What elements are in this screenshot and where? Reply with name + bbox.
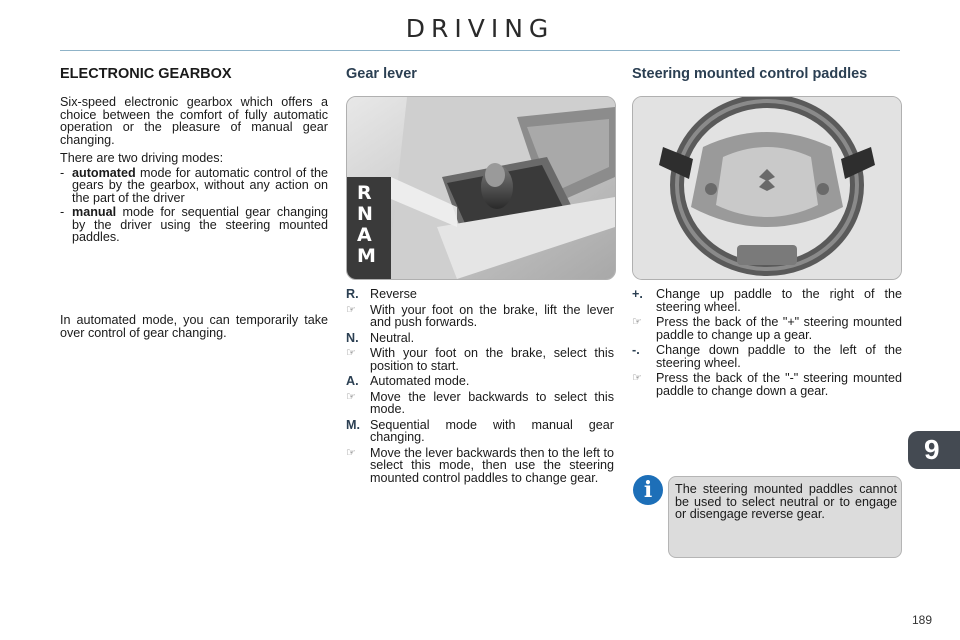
paddles-heading: Steering mounted control paddles [632,66,868,82]
list-item: ☞ Press the back of the "+" steering mounted paddle to change up a gear. [632,315,902,342]
mode-dash: - [60,165,65,180]
pointing-hand-icon: ☞ [632,316,642,328]
list-item: A. Automated mode. [346,374,470,388]
info-box [643,476,902,558]
list-item: ☞ Press the back of the "-" steering mounted paddle to change down a gear. [632,371,902,398]
list-item: ☞ With your foot on the brake, lift the lever and push forwards. [346,302,614,329]
page-title: DRIVING [405,14,555,43]
paddles-list [632,288,902,397]
mode-name: manual [72,205,117,219]
chapter-tab: 9 [908,431,960,469]
list-item: M. Sequential mode with manual gear changing. [346,417,614,444]
steering-wheel-photo [632,96,902,280]
list-item: ☞ Move the lever backwards then to the left to select this mode, then use the steering mounted control paddles to change gear. [346,445,614,485]
info-text: The steering mounted paddles cannot be used to select neutral or to engage or disengage reverse gear. [675,482,897,521]
modes-intro: There are two driving modes: [60,151,224,165]
pointing-hand-icon: ☞ [346,390,356,403]
gate-letter-n: N [357,203,373,225]
pointing-hand-icon: ☞ [346,446,356,459]
gear-lever-column [346,66,614,487]
list-item: +. Change up paddle to the right of the steering wheel. [632,287,902,314]
gear-gate-letters [357,183,385,267]
list-item: N. Neutral. [346,330,415,345]
steering-wheel-illustration [633,97,901,279]
info-icon: i [633,475,663,505]
paddles-column [632,66,902,521]
gearbox-bottom-text: In automated mode, you can temporarily take over control of gear changing. [60,313,328,340]
gearbox-intro: Six-speed electronic gearbox which offers a choice between the comfort of fully automatic operation or the pleasure of manual gear changing. [60,95,328,147]
gear-lever-heading: Gear lever [346,66,417,82]
mode-dash: - [60,205,65,219]
mode-manual [60,206,328,244]
gear-lever-illustration [347,97,615,279]
gate-letter-a: A [357,224,372,246]
mode-name: automated [72,165,136,180]
gate-letter-r: R [357,182,372,204]
mode-text: mode for automatic control of the gears by the gearbox, without any action on the part of the driver [72,165,328,205]
pointing-hand-icon: ☞ [632,372,642,384]
pointing-hand-icon: ☞ [346,303,356,316]
header-divider [60,50,900,51]
gearbox-heading: ELECTRONIC GEARBOX [60,66,232,82]
pointing-hand-icon: ☞ [346,347,356,359]
list-item: R. Reverse [346,287,417,301]
page-number: 189 [912,613,933,627]
gearbox-column [60,66,328,340]
gear-lever-list [346,288,614,484]
mode-text: mode for sequential gear changing by the driver using the steering mounted paddles. [72,205,328,244]
mode-automated [60,167,328,205]
list-item: ☞ Move the lever backwards to select this mode. [346,389,614,416]
gate-letter-m: M [357,245,376,267]
list-item: ☞ With your foot on the brake, select this position to start. [346,346,614,373]
gear-lever-photo [346,96,616,280]
list-item: -. Change down paddle to the left of the steering wheel. [632,343,902,370]
